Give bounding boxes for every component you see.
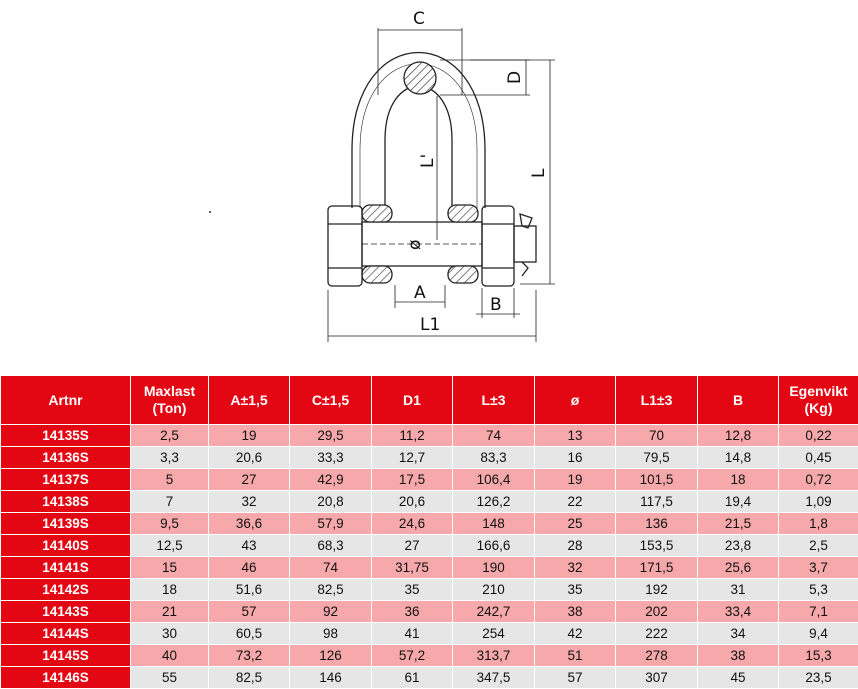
cell-l1: 136 (616, 513, 698, 535)
cell-a: 60,5 (209, 623, 290, 645)
cell-egenvikt: 7,1 (779, 601, 858, 623)
cell-diameter: 22 (535, 491, 616, 513)
cell-egenvikt: 1,8 (779, 513, 858, 535)
cell-a: 51,6 (209, 579, 290, 601)
cotter-pin (520, 214, 532, 276)
cell-maxlast: 12,5 (131, 535, 209, 557)
cell-l1: 117,5 (616, 491, 698, 513)
dim-label-l-inner: L' (418, 154, 438, 168)
table-row (1, 557, 858, 579)
cell-b: 33,4 (698, 601, 779, 623)
table-row (1, 535, 858, 557)
cell-egenvikt: 0,22 (779, 425, 858, 447)
header-egenvikt: Egenvikt (Kg) (779, 376, 858, 425)
header-l1: L1±3 (616, 376, 698, 425)
cell-d1: 12,7 (372, 447, 453, 469)
cell-artnr: 14142S (1, 579, 131, 601)
cell-artnr: 14138S (1, 491, 131, 513)
cell-diameter: 57 (535, 667, 616, 689)
cell-b: 23,8 (698, 535, 779, 557)
cell-b: 14,8 (698, 447, 779, 469)
cell-d1: 36 (372, 601, 453, 623)
cell-c: 29,5 (290, 425, 372, 447)
cell-c: 33,3 (290, 447, 372, 469)
header-maxlast: Maxlast (Ton) (131, 376, 209, 425)
cell-l: 148 (453, 513, 535, 535)
cell-l: 347,5 (453, 667, 535, 689)
cell-l1: 222 (616, 623, 698, 645)
cell-b: 18 (698, 469, 779, 491)
cell-d1: 41 (372, 623, 453, 645)
cell-d1: 11,2 (372, 425, 453, 447)
cell-c: 126 (290, 645, 372, 667)
cell-c: 20,8 (290, 491, 372, 513)
cell-l1: 171,5 (616, 557, 698, 579)
cell-b: 45 (698, 667, 779, 689)
bolt-head (328, 206, 362, 286)
cell-diameter: 16 (535, 447, 616, 469)
header-artnr: Artnr (1, 376, 131, 425)
cell-a: 43 (209, 535, 290, 557)
cell-artnr: 14143S (1, 601, 131, 623)
header-diameter: ø (535, 376, 616, 425)
table-row (1, 601, 858, 623)
cell-c: 146 (290, 667, 372, 689)
cell-l: 242,7 (453, 601, 535, 623)
cell-egenvikt: 2,5 (779, 535, 858, 557)
cell-d1: 24,6 (372, 513, 453, 535)
cell-maxlast: 30 (131, 623, 209, 645)
cell-artnr: 14144S (1, 623, 131, 645)
cell-l1: 79,5 (616, 447, 698, 469)
bolt-nut (482, 206, 514, 286)
cell-d1: 20,6 (372, 491, 453, 513)
cell-diameter: 19 (535, 469, 616, 491)
cell-c: 98 (290, 623, 372, 645)
cell-diameter: 28 (535, 535, 616, 557)
cell-a: 57 (209, 601, 290, 623)
dim-label-l1: L1 (420, 315, 440, 335)
table-row (1, 513, 858, 535)
cell-b: 21,5 (698, 513, 779, 535)
table-row (1, 667, 858, 689)
table-header-row (1, 376, 858, 425)
cell-egenvikt: 0,72 (779, 469, 858, 491)
dim-label-a: A (414, 283, 426, 303)
cell-diameter: 42 (535, 623, 616, 645)
cell-maxlast: 55 (131, 667, 209, 689)
cell-d1: 57,2 (372, 645, 453, 667)
cell-diameter: 32 (535, 557, 616, 579)
header-l: L±3 (453, 376, 535, 425)
table-body (1, 425, 858, 689)
cell-a: 82,5 (209, 667, 290, 689)
dim-label-l: L (529, 168, 549, 178)
cell-l1: 307 (616, 667, 698, 689)
table-row (1, 469, 858, 491)
cell-b: 19,4 (698, 491, 779, 513)
cell-maxlast: 15 (131, 557, 209, 579)
cell-maxlast: 9,5 (131, 513, 209, 535)
cell-artnr: 14137S (1, 469, 131, 491)
cell-egenvikt: 23,5 (779, 667, 858, 689)
dim-label-b: B (490, 295, 502, 315)
table-row (1, 645, 858, 667)
table-row (1, 579, 858, 601)
cell-artnr: 14146S (1, 667, 131, 689)
cell-c: 57,9 (290, 513, 372, 535)
cell-l: 210 (453, 579, 535, 601)
cell-a: 73,2 (209, 645, 290, 667)
cell-maxlast: 18 (131, 579, 209, 601)
cell-diameter: 35 (535, 579, 616, 601)
cell-egenvikt: 5,3 (779, 579, 858, 601)
cell-l1: 101,5 (616, 469, 698, 491)
cell-artnr: 14135S (1, 425, 131, 447)
cell-diameter: 13 (535, 425, 616, 447)
cell-l: 83,3 (453, 447, 535, 469)
cell-b: 31 (698, 579, 779, 601)
cell-maxlast: 21 (131, 601, 209, 623)
cell-diameter: 51 (535, 645, 616, 667)
cell-a: 27 (209, 469, 290, 491)
cell-maxlast: 7 (131, 491, 209, 513)
cell-artnr: 14141S (1, 557, 131, 579)
cell-maxlast: 5 (131, 469, 209, 491)
cell-l1: 278 (616, 645, 698, 667)
cell-c: 82,5 (290, 579, 372, 601)
cell-l1: 202 (616, 601, 698, 623)
header-c: C±1,5 (290, 376, 372, 425)
cell-egenvikt: 15,3 (779, 645, 858, 667)
cell-artnr: 14140S (1, 535, 131, 557)
cell-a: 46 (209, 557, 290, 579)
cell-l: 74 (453, 425, 535, 447)
dim-label-c: C (413, 9, 425, 29)
cell-c: 42,9 (290, 469, 372, 491)
cell-l: 313,7 (453, 645, 535, 667)
cell-d1: 17,5 (372, 469, 453, 491)
cell-a: 36,6 (209, 513, 290, 535)
cell-artnr: 14136S (1, 447, 131, 469)
specification-table (0, 375, 858, 689)
cell-a: 19 (209, 425, 290, 447)
cell-d1: 61 (372, 667, 453, 689)
cell-d1: 35 (372, 579, 453, 601)
cell-c: 74 (290, 557, 372, 579)
cell-b: 12,8 (698, 425, 779, 447)
cell-l1: 192 (616, 579, 698, 601)
table-row (1, 491, 858, 513)
cell-l: 126,2 (453, 491, 535, 513)
cell-b: 34 (698, 623, 779, 645)
pin-cross-section (404, 62, 436, 94)
cell-diameter: 25 (535, 513, 616, 535)
cell-d1: 27 (372, 535, 453, 557)
table-row (1, 447, 858, 469)
cell-l1: 153,5 (616, 535, 698, 557)
table-row (1, 425, 858, 447)
cell-diameter: 38 (535, 601, 616, 623)
header-d1: D1 (372, 376, 453, 425)
cell-c: 92 (290, 601, 372, 623)
cell-l: 190 (453, 557, 535, 579)
dim-label-phi: ø (405, 240, 425, 250)
cell-b: 25,6 (698, 557, 779, 579)
table-row (1, 623, 858, 645)
cell-artnr: 14145S (1, 645, 131, 667)
header-a: A±1,5 (209, 376, 290, 425)
cell-artnr: 14139S (1, 513, 131, 535)
cell-l1: 70 (616, 425, 698, 447)
cell-maxlast: 40 (131, 645, 209, 667)
cell-l: 166,6 (453, 535, 535, 557)
cell-maxlast: 2,5 (131, 425, 209, 447)
dim-label-d: D (505, 71, 525, 84)
cell-egenvikt: 9,4 (779, 623, 858, 645)
cell-a: 32 (209, 491, 290, 513)
cell-egenvikt: 3,7 (779, 557, 858, 579)
cell-maxlast: 3,3 (131, 447, 209, 469)
cell-l: 254 (453, 623, 535, 645)
cell-egenvikt: 1,09 (779, 491, 858, 513)
cell-b: 38 (698, 645, 779, 667)
header-b: B (698, 376, 779, 425)
cell-a: 20,6 (209, 447, 290, 469)
cell-l: 106,4 (453, 469, 535, 491)
cell-c: 68,3 (290, 535, 372, 557)
cell-d1: 31,75 (372, 557, 453, 579)
cell-egenvikt: 0,45 (779, 447, 858, 469)
